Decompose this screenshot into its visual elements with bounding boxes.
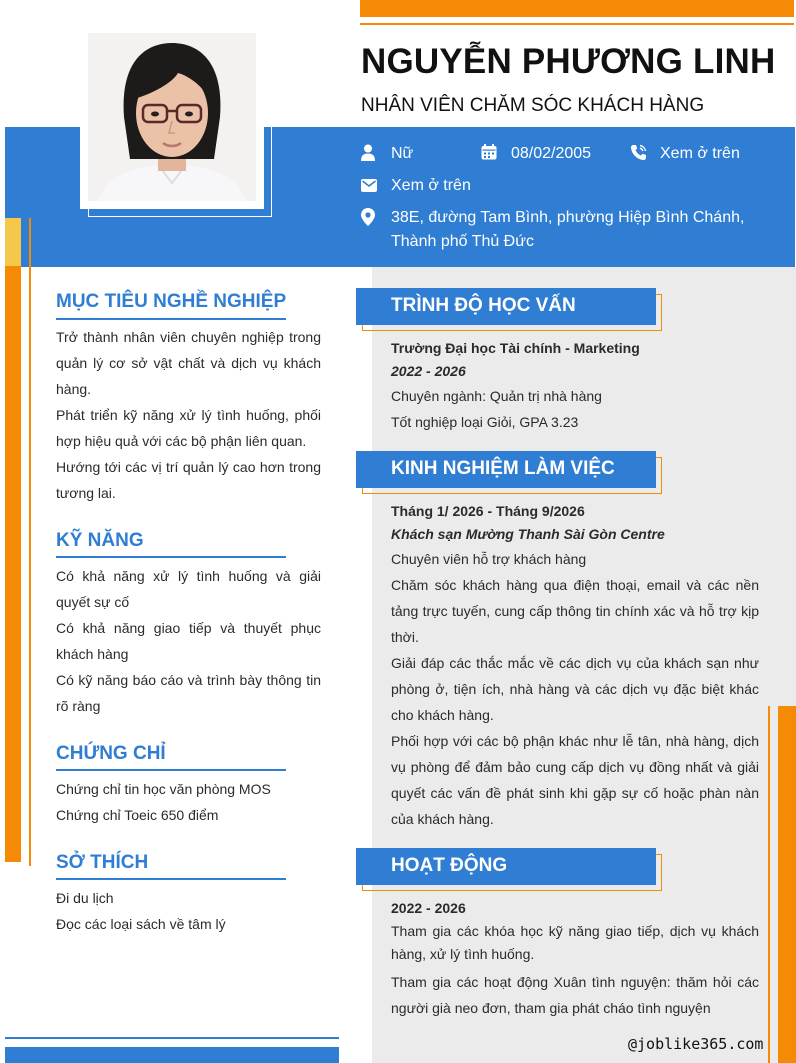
website-watermark: @joblike365.com bbox=[628, 1035, 764, 1053]
left-accent-line bbox=[29, 218, 31, 866]
education-period: 2022 - 2026 bbox=[391, 363, 466, 379]
calendar-icon bbox=[481, 144, 497, 160]
skills-title: KỸ NĂNG bbox=[56, 530, 144, 551]
left-accent-yellow bbox=[5, 218, 21, 266]
certificates-underline bbox=[56, 769, 286, 771]
objective-item: Phát triển kỹ năng xử lý tình huống, phối hợp hiệu quả với các bộ phận liên quan. bbox=[56, 407, 321, 449]
activities-title: HOẠT ĐỘNG bbox=[391, 855, 508, 876]
education-title: TRÌNH ĐỘ HỌC VẤN bbox=[391, 295, 576, 316]
experience-role: Chuyên viên hỗ trợ khách hàng bbox=[391, 551, 587, 567]
right-accent-bar bbox=[778, 706, 796, 1063]
skills-list bbox=[56, 563, 321, 719]
education-block bbox=[391, 337, 759, 435]
phone-icon bbox=[630, 144, 647, 161]
activity-item: Tham gia các hoạt động Xuân tình nguyện: thăm hỏi các người già neo đơn, tham gia phát cháo tình nguyện bbox=[391, 974, 759, 1016]
job-title: NHÂN VIÊN CHĂM SÓC KHÁCH HÀNG bbox=[361, 95, 705, 116]
experience-title: KINH NGHIỆM LÀM VIỆC bbox=[391, 458, 615, 479]
skills-underline bbox=[56, 556, 286, 558]
activities-period: 2022 - 2026 bbox=[391, 900, 466, 916]
objective-title: MỤC TIÊU NGHỀ NGHIỆP bbox=[56, 291, 287, 312]
location-pin-icon bbox=[361, 208, 375, 226]
experience-item: Giải đáp các thắc mắc về các dịch vụ của khách sạn như phòng ở, tiện ích, nhà hàng và các dịch vụ đặc biệt khác cho khách hàng. bbox=[391, 655, 759, 723]
activities-header bbox=[356, 848, 656, 885]
education-result: Tốt nghiệp loại Giỏi, GPA 3.23 bbox=[391, 414, 579, 430]
user-icon bbox=[361, 144, 375, 161]
skill-item: Có kỹ năng báo cáo và trình bày thông tin rõ ràng bbox=[56, 672, 321, 714]
bottom-accent-bar bbox=[5, 1047, 339, 1063]
top-accent-bar bbox=[360, 0, 794, 17]
certificates-title: CHỨNG CHỈ bbox=[56, 743, 166, 764]
experience-period: Tháng 1/ 2026 - Tháng 9/2026 bbox=[391, 503, 585, 519]
hobby-item: Đọc các loại sách về tâm lý bbox=[56, 916, 226, 932]
objective-item: Trở thành nhân viên chuyên nghiệp trong quản lý cơ sở vật chất và dịch vụ khách hàng. bbox=[56, 329, 321, 397]
experience-header bbox=[356, 451, 656, 488]
left-accent-bar bbox=[5, 266, 21, 862]
bottom-accent-line bbox=[5, 1037, 339, 1039]
objective-list bbox=[56, 324, 321, 506]
education-header bbox=[356, 288, 656, 325]
certificate-item: Chứng chỉ Toeic 650 điểm bbox=[56, 807, 219, 823]
candidate-name: NGUYỄN PHƯƠNG LINH bbox=[361, 42, 776, 81]
skill-item: Có khả năng giao tiếp và thuyết phục khách hàng bbox=[56, 620, 321, 662]
certificate-item: Chứng chỉ tin học văn phòng MOS bbox=[56, 781, 271, 797]
objective-underline bbox=[56, 318, 286, 320]
hobbies-list bbox=[56, 885, 321, 937]
activity-item: Tham gia các khóa học kỹ năng giao tiếp, dịch vụ khách hàng, xử lý tình huống. bbox=[391, 923, 759, 962]
gender-value: Nữ bbox=[391, 145, 414, 162]
education-major: Chuyên ngành: Quản trị nhà hàng bbox=[391, 388, 602, 404]
experience-item: Chăm sóc khách hàng qua điện thoại, email và các nền tảng trực tuyến, cung cấp thông tin chính xác và hỗ trợ kịp thời. bbox=[391, 577, 759, 645]
address-line-1: 38E, đường Tam Bình, phường Hiệp Bình Chánh, bbox=[391, 209, 745, 226]
experience-company: Khách sạn Mường Thanh Sài Gòn Centre bbox=[391, 526, 665, 542]
right-accent-line bbox=[768, 706, 770, 1063]
phone-value: Xem ở trên bbox=[660, 145, 740, 162]
hobbies-underline bbox=[56, 878, 286, 880]
mail-icon bbox=[361, 179, 377, 192]
hobby-item: Đi du lịch bbox=[56, 890, 114, 906]
education-school: Trường Đại học Tài chính - Marketing bbox=[391, 340, 640, 356]
address-line-2: Thành phố Thủ Đức bbox=[391, 233, 534, 250]
activities-block bbox=[391, 897, 759, 1021]
experience-block bbox=[391, 500, 759, 832]
hobbies-title: SỞ THÍCH bbox=[56, 852, 149, 873]
certificates-list bbox=[56, 776, 321, 828]
skill-item: Có khả năng xử lý tình huống và giải quyết sự cố bbox=[56, 568, 321, 610]
objective-item: Hướng tới các vị trí quản lý cao hơn trong tương lai. bbox=[56, 459, 321, 501]
email-value: Xem ở trên bbox=[391, 177, 471, 194]
profile-photo bbox=[88, 33, 256, 201]
experience-item: Phối hợp với các bộ phận khác như lễ tân, nhà hàng, dịch vụ phòng để đảm bảo cung cấp dịch vụ đồng nhất và giải quyết các vấn đề phát sinh khi gặp sự cố hoặc phàn nàn của khách hàng. bbox=[391, 733, 759, 827]
birthday-value: 08/02/2005 bbox=[511, 145, 592, 162]
top-accent-line bbox=[360, 23, 794, 25]
